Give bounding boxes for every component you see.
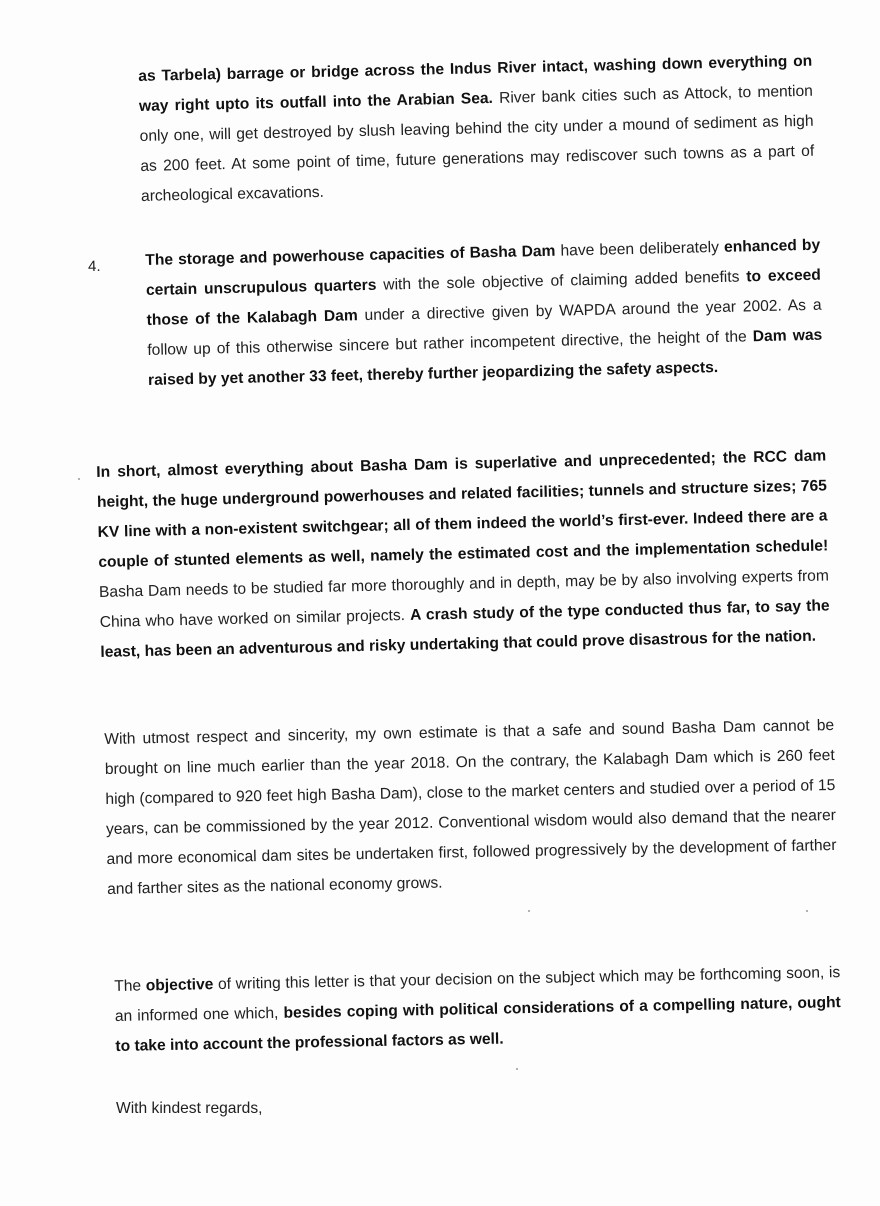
paragraph-4-text-1: With utmost respect and sincerity, my own estimate is that a safe and sound Basha Dam cannot be brought on line much earlier than the year 2018. On the contrary, the Kalabagh Dam which is 260 feet high (compared to 920 feet high Basha Dam), close to the market centers and studied over a period of 15 years, can be commissioned by the year 2012. Conventional wisdom would also demand that the nearer and more economical dam sites be undertaken first, followed progressively by the development of farther and farther sites as the national economy grows. <box>104 716 837 898</box>
paragraph-continuation <box>138 47 815 212</box>
paragraph-5-bold-2: besides coping with political considerations of a compelling nature, ought to take into account the professional factors as well. <box>115 994 841 1055</box>
paragraph-5-text-1: The <box>114 977 146 995</box>
paragraph-2-bold-2: enhanced by certain unscrupulous quarters <box>145 236 821 299</box>
scan-speck <box>806 910 808 912</box>
paragraph-5-bold-1: objective <box>145 976 214 995</box>
paragraph-2-text-2: with the sole objective of claiming added benefits <box>376 268 747 294</box>
paragraph-2-text-3: under a directive given by WAPDA around the year 2002. As a follow up of this otherwise sincere but rather incompetent directive, the height of the <box>147 296 822 359</box>
scan-speck <box>78 478 80 480</box>
closing-line: With kindest regards, <box>116 1100 263 1117</box>
paragraph-1-text-1: River bank cities such as Attock, to mention only one, will get destroyed by slush leaving behind the city under a mound of sediment as high as 200 feet. At some point of time, future generations may rediscover such towns as a part of archeological excavations. <box>139 82 815 205</box>
paragraph-5-text-2: of writing this letter is that your decision on the subject which may be forthcoming soon, is an informed one which, <box>114 964 841 1025</box>
paragraph-1-bold-1: as Tarbela) barrage or bridge across the Indus River intact, washing down everything on way right upto its outfall into the Arabian Sea. <box>138 52 813 115</box>
scan-speck <box>528 910 530 912</box>
paragraph-3-text-1: Basha Dam needs to be studied far more thoroughly and in depth, may be by also involving experts from China who have worked on similar projects. <box>98 567 830 631</box>
paragraph-2-bold-1: The storage and powerhouse capacities of Basha Dam <box>145 242 556 269</box>
paragraph-3-bold-2: A crash study of the type conducted thus far, to say the least, has been an adventurous and risky undertaking that could prove disastrous for the nation. <box>100 597 830 661</box>
item-number: 4. <box>87 257 101 276</box>
paragraph-estimate <box>104 711 837 905</box>
paragraph-3-bold-1: In short, almost everything about Basha Dam is superlative and unprecedented; the RCC dam height, the huge underground powerhouses and related facilities; tunnels and structure sizes; 765 KV line with a non-existent switchgear; all of them indeed the world’s first-ever. Indeed there are a couple of stunted elements as well, namely the estimated cost and the implementation schedule! <box>96 447 829 571</box>
paragraph-2-bold-3: to exceed those of the Kalabagh Dam <box>146 266 822 329</box>
scan-speck <box>516 1068 518 1070</box>
paragraph-objective <box>114 958 842 1062</box>
paragraph-summary <box>96 441 831 668</box>
paragraph-2-text-1: have been deliberately <box>555 238 725 260</box>
paragraph-item-4 <box>145 231 823 396</box>
paragraph-2-bold-4: Dam was raised by yet another 33 feet, thereby further jeopardizing the safety aspects. <box>147 326 823 389</box>
